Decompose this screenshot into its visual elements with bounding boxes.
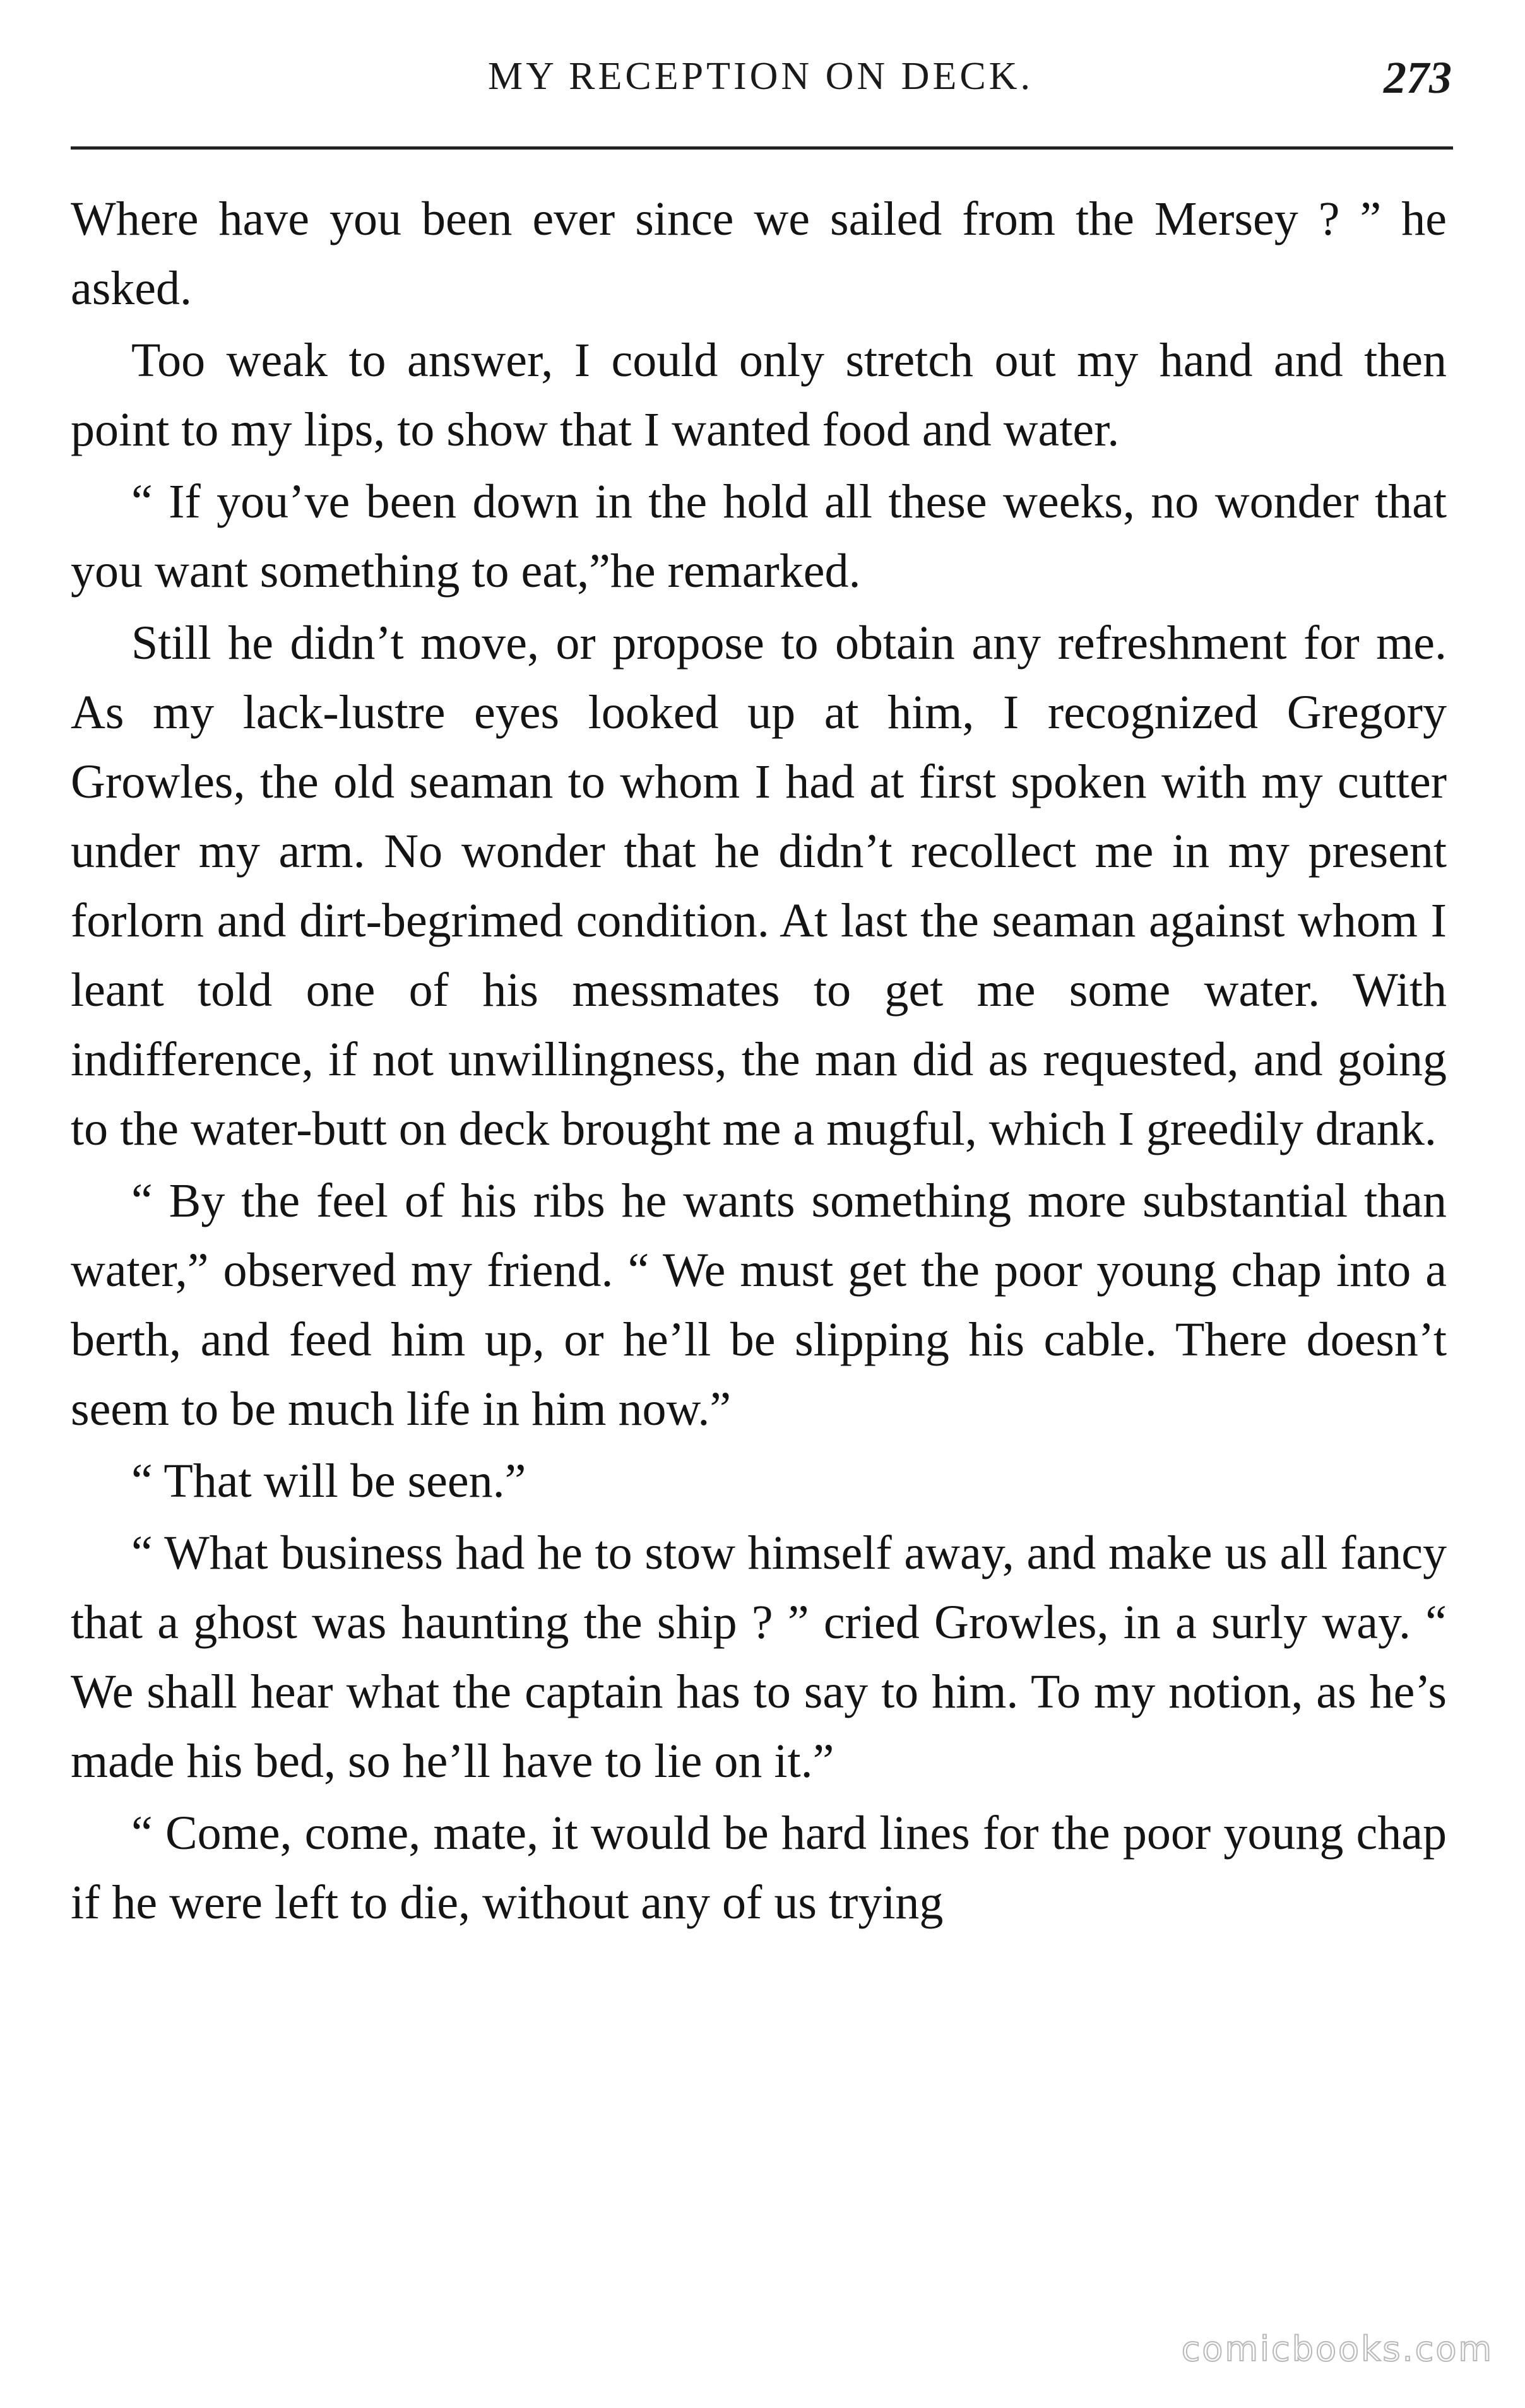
running-title: MY RECEPTION ON DECK.	[488, 55, 1033, 98]
running-header	[69, 50, 1452, 120]
paragraph: “ That will be seen.”	[131, 1455, 526, 1508]
site-watermark: comicbooks.com	[1181, 2329, 1493, 2369]
header-rule	[71, 146, 1453, 150]
paragraph: “ If you’ve been down in the hold all these weeks, no wonder that you want something to eat,”he remarked.	[71, 475, 1447, 598]
paragraph: “ What business had he to stow himself away, and make us all fancy that a ghost was haunting the ship ? ” cried Growles, in a surly way. “ We shall hear what the captain has to say to him. To my notion, as he’s made his bed, so he’ll have to lie on it.”	[71, 1526, 1447, 1788]
paragraph: “ Come, come, mate, it would be hard lines for the poor young chap if he were left to die, without any of us trying	[71, 1807, 1447, 1929]
paragraph: “ By the feel of his ribs he wants something more substantial than water,” observed my friend. “ We must get the poor young chap into a berth, and feed him up, or he’ll be slipping his cable. There doesn’t seem to be much life in him now.”	[71, 1174, 1447, 1436]
body-text	[71, 184, 1447, 1937]
paragraph: Still he didn’t move, or propose to obtain any refreshment for me. As my lack-lustre eyes looked up at him, I recognized Gregory Growles, the old seaman to whom I had at first spoken with my cutter under my arm. No wonder that he didn’t recollect me in my present forlorn and dirt-begrimed condition. At last the seaman against whom I leant told one of his messmates to get me some water. With indifference, if not unwillingness, the man did as requested, and going to the water-butt on deck brought me a mugful, which I greedily drank.	[71, 617, 1447, 1155]
paragraph: Too weak to answer, I could only stretch out my hand and then point to my lips, to show that I wanted food and water.	[71, 334, 1447, 456]
paragraph: Where have you been ever since we sailed from the Mersey ? ” he asked.	[71, 192, 1447, 315]
page-number: 273	[1384, 52, 1452, 103]
